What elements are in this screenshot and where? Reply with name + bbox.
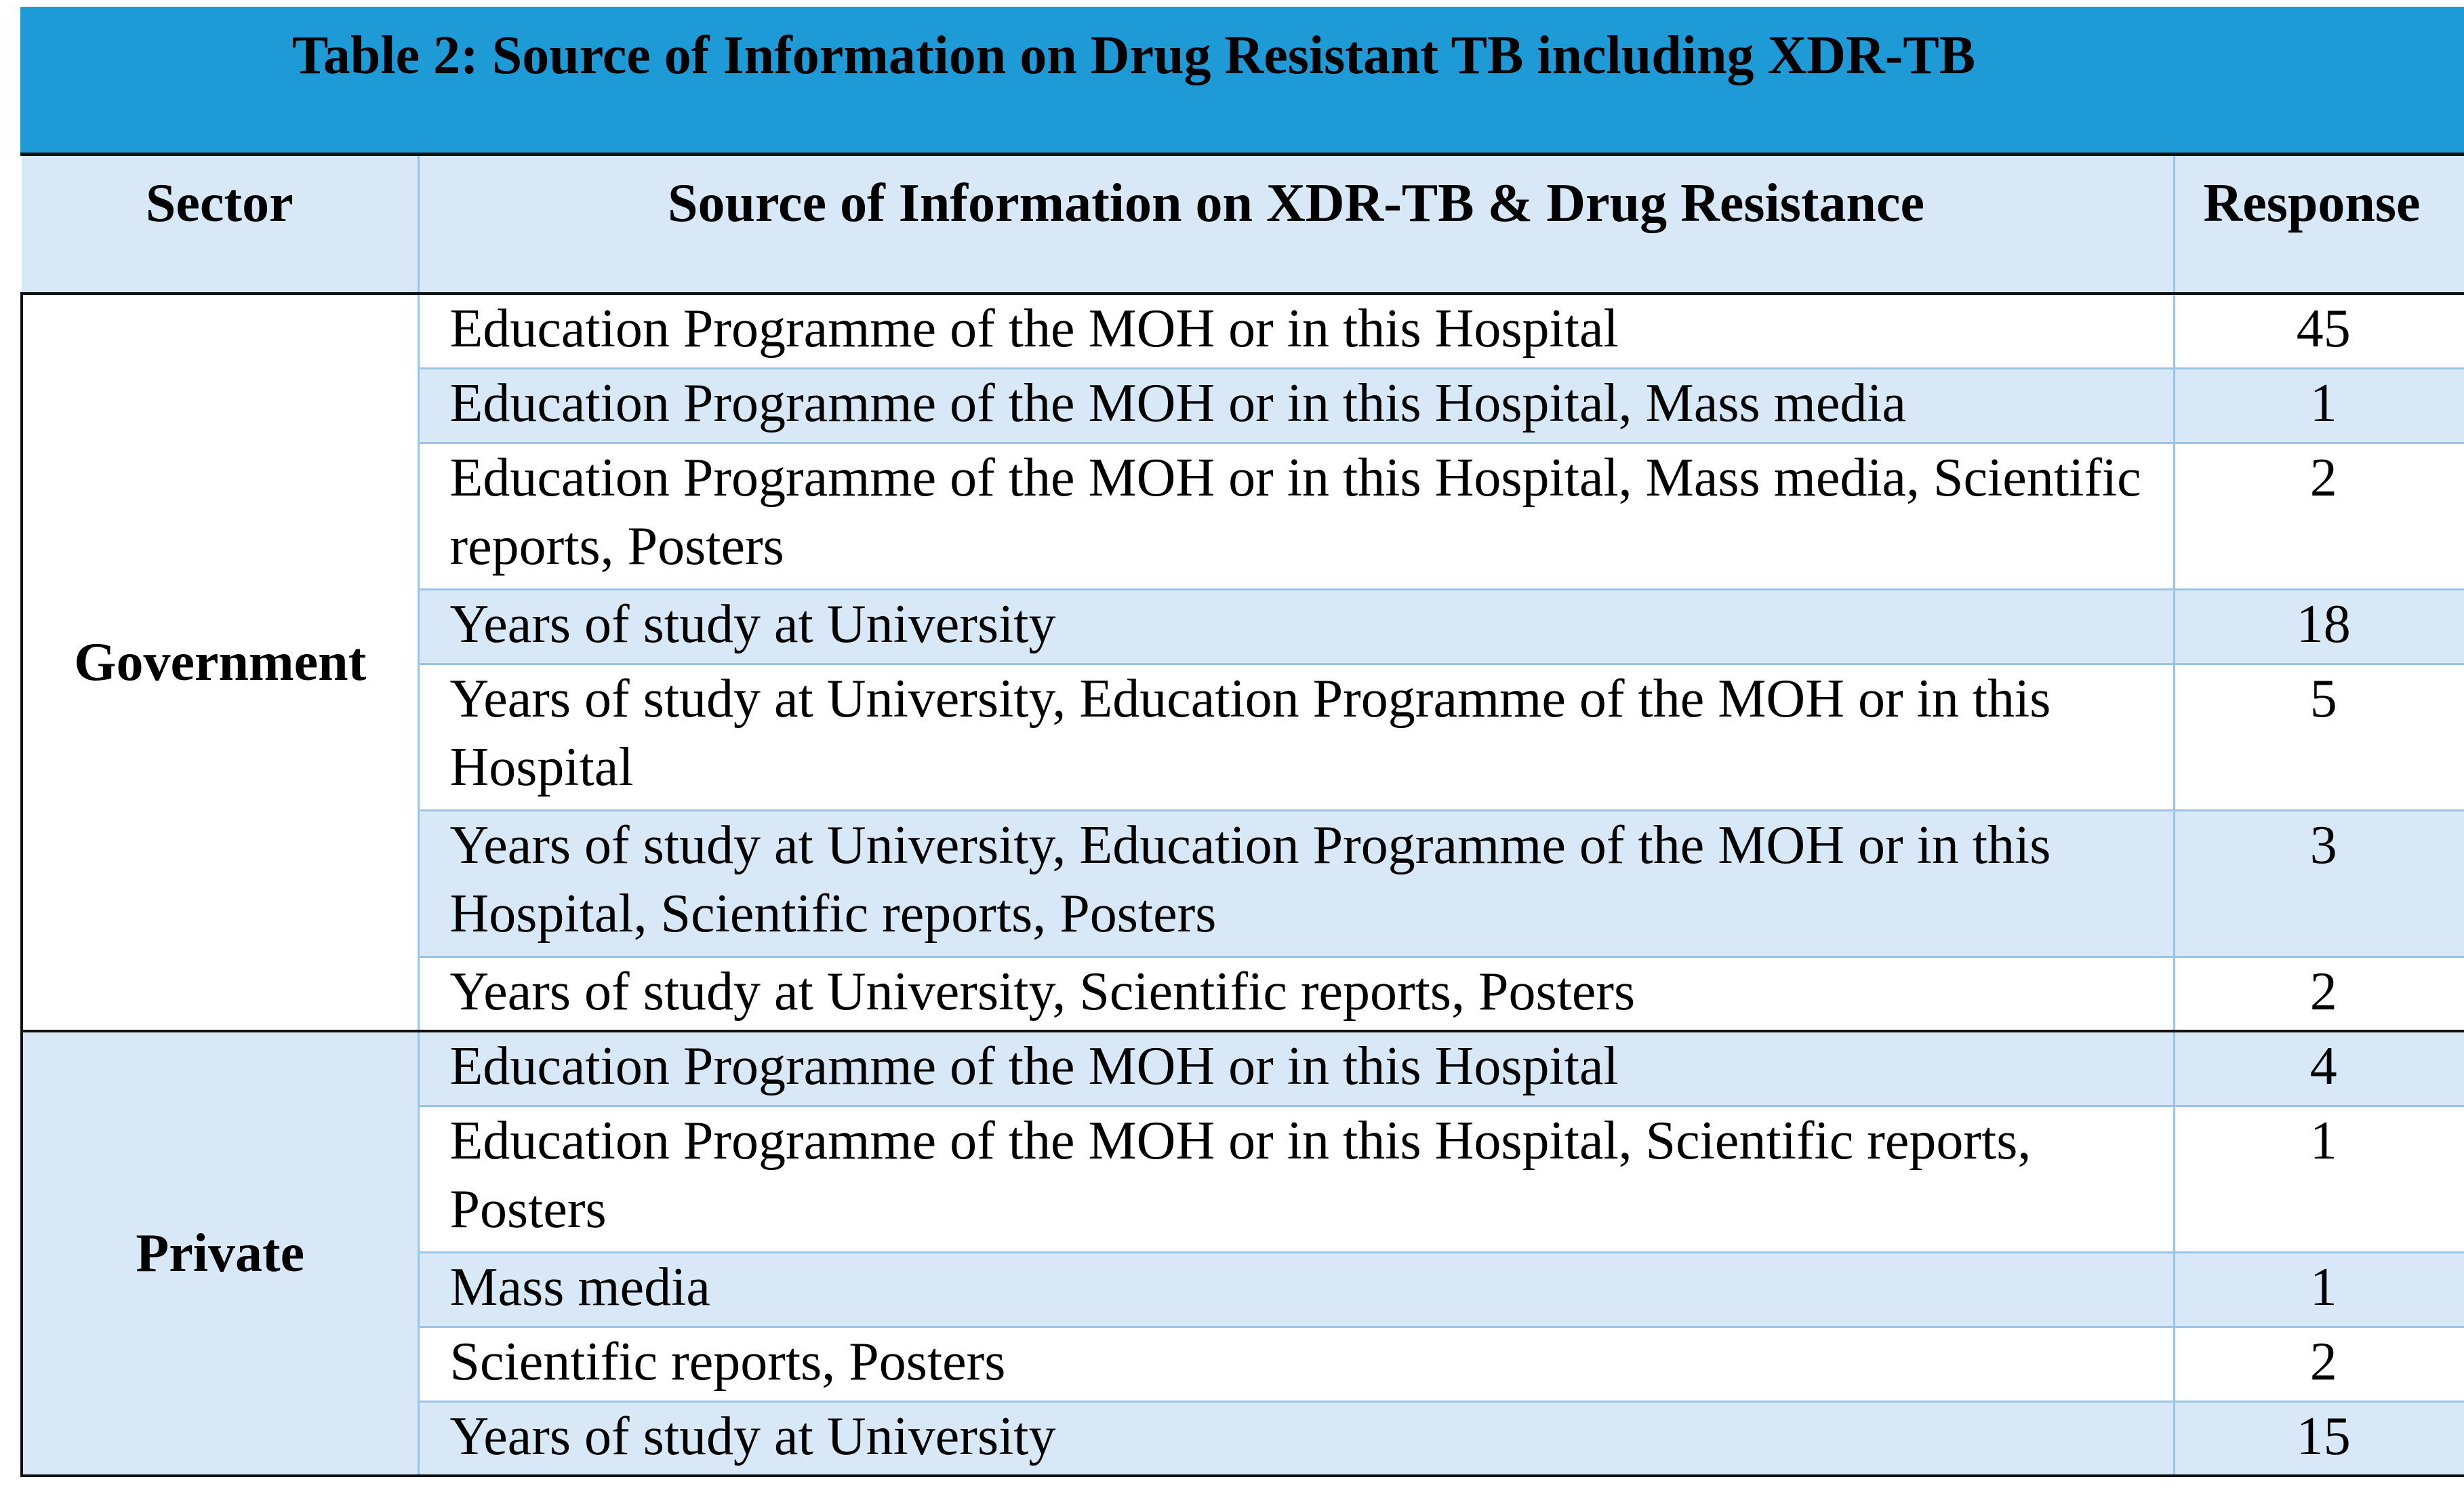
header-response: Response: [2174, 156, 2464, 294]
source-of-information-table: [20, 156, 2464, 1477]
sector-cell-private: Private: [22, 1031, 418, 1476]
source-cell: Education Programme of the MOH or in this Hospital, Scientific reports, Posters: [418, 1106, 2174, 1252]
source-cell: Years of study at University, Education Programme of the MOH or in this Hospital, Scientific reports, Posters: [418, 810, 2174, 957]
source-cell: Years of study at University: [418, 1401, 2174, 1476]
response-cell: 2: [2174, 1327, 2464, 1401]
source-cell: Education Programme of the MOH or in this Hospital, Mass media: [418, 368, 2174, 443]
sector-cell-government: Government: [22, 294, 418, 1031]
table-title-bar: [20, 7, 2464, 156]
response-cell: 15: [2174, 1401, 2464, 1476]
response-cell: 1: [2174, 1252, 2464, 1327]
source-cell: Years of study at University, Scientific reports, Posters: [418, 957, 2174, 1031]
response-cell: 1: [2174, 1106, 2464, 1252]
response-cell: 18: [2174, 589, 2464, 664]
table-title: Table 2: Source of Information on Drug Resistant TB including XDR-TB: [291, 26, 1976, 85]
header-row: [22, 156, 2464, 294]
table-row: [22, 294, 2464, 368]
table-row: [22, 1031, 2464, 1106]
response-cell: 3: [2174, 810, 2464, 957]
document-table-figure: [20, 7, 2464, 1485]
source-cell: Scientific reports, Posters: [418, 1327, 2174, 1401]
response-cell: 2: [2174, 443, 2464, 589]
source-cell: Education Programme of the MOH or in this Hospital, Mass media, Scientific reports, Posters: [418, 443, 2174, 589]
source-cell: Education Programme of the MOH or in this Hospital: [418, 1031, 2174, 1106]
response-cell: 4: [2174, 1031, 2464, 1106]
source-cell: Mass media: [418, 1252, 2174, 1327]
source-cell: Years of study at University: [418, 589, 2174, 664]
header-source: Source of Information on XDR-TB & Drug Resistance: [418, 156, 2174, 294]
response-cell: 5: [2174, 664, 2464, 810]
source-cell: Education Programme of the MOH or in this Hospital: [418, 294, 2174, 368]
response-cell: 45: [2174, 294, 2464, 368]
response-cell: 2: [2174, 957, 2464, 1031]
header-sector: Sector: [22, 156, 418, 294]
source-cell: Years of study at University, Education Programme of the MOH or in this Hospital: [418, 664, 2174, 810]
response-cell: 1: [2174, 368, 2464, 443]
